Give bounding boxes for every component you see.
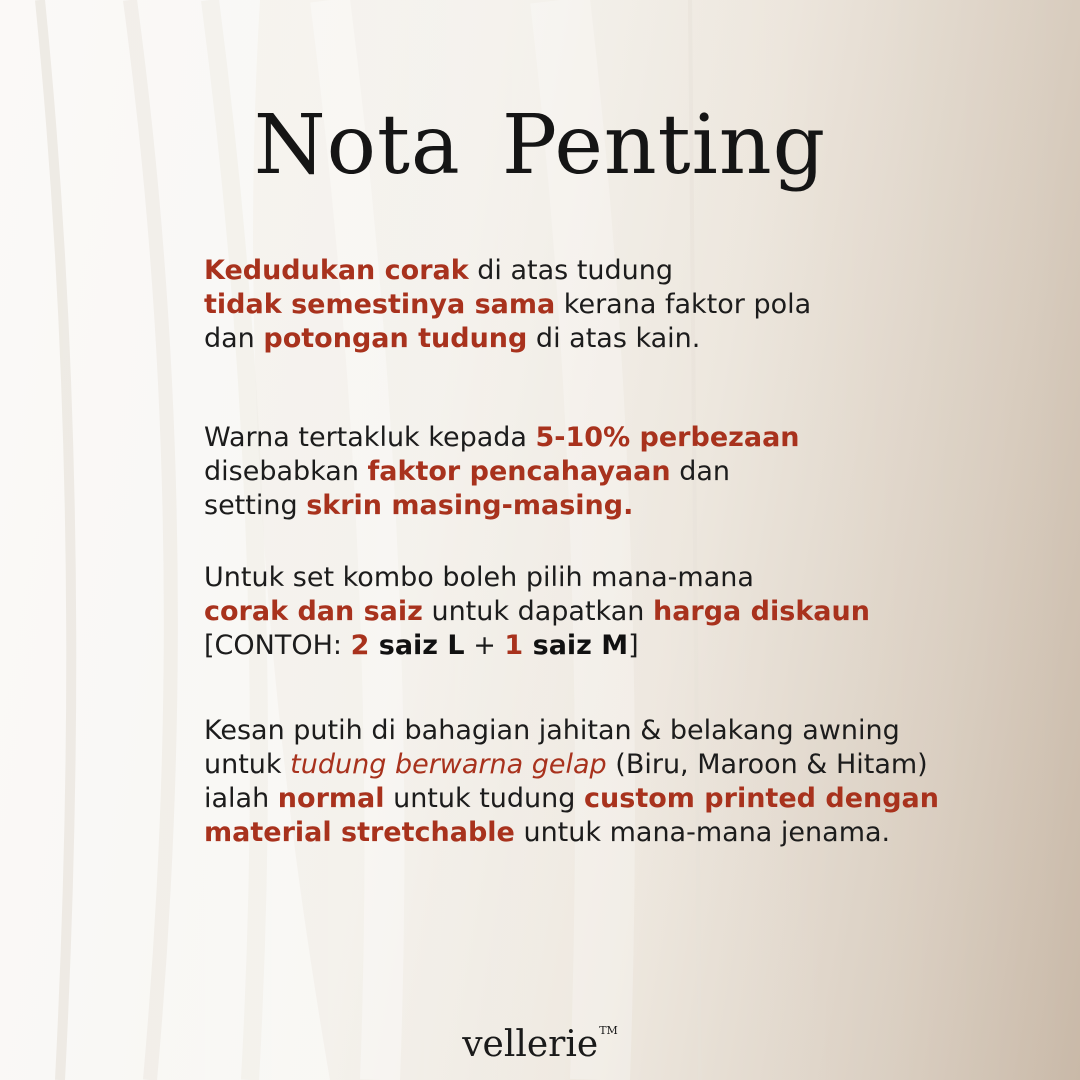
highlight-text: custom printed dengan bbox=[584, 783, 939, 814]
quantity-number: 2 bbox=[350, 630, 370, 661]
highlight-text: harga diskaun bbox=[652, 596, 870, 627]
highlight-text: material stretchable bbox=[204, 817, 515, 848]
highlight-text: tidak semestinya sama bbox=[204, 289, 556, 320]
body-text: dan bbox=[204, 323, 264, 354]
note-line bbox=[204, 455, 800, 489]
body-text: Untuk set kombo boleh pilih mana-mana bbox=[204, 562, 754, 593]
brand-logo bbox=[0, 1024, 1080, 1065]
body-text: [CONTOH: bbox=[204, 630, 351, 661]
note-line bbox=[204, 629, 870, 663]
note-combo-set bbox=[204, 561, 870, 663]
highlight-text: potongan tudung bbox=[263, 323, 528, 354]
highlight-text: corak dan saiz bbox=[204, 596, 423, 627]
note-line bbox=[204, 322, 811, 356]
note-line bbox=[204, 714, 939, 748]
note-line bbox=[204, 748, 939, 782]
note-line bbox=[204, 254, 811, 288]
highlight-text: faktor pencahayaan bbox=[367, 456, 671, 487]
body-text: disebabkan bbox=[204, 456, 368, 487]
note-line bbox=[204, 595, 870, 629]
body-text: di atas kain. bbox=[527, 323, 701, 354]
note-pattern-position bbox=[204, 254, 811, 356]
body-text: untuk dapatkan bbox=[422, 596, 653, 627]
body-text: dan bbox=[670, 456, 730, 487]
note-line bbox=[204, 561, 870, 595]
note-line bbox=[204, 489, 800, 523]
brand-name: vellerie bbox=[462, 1024, 599, 1065]
note-line bbox=[204, 421, 800, 455]
body-text: untuk tudung bbox=[384, 783, 585, 814]
body-text: kerana faktor pola bbox=[555, 289, 812, 320]
highlight-text: normal bbox=[277, 783, 385, 814]
body-text: (Biru, Maroon & Hitam) bbox=[606, 749, 928, 780]
page-title: Nota Penting bbox=[253, 98, 827, 193]
body-text: ] bbox=[628, 630, 639, 661]
size-text: saiz L bbox=[369, 630, 465, 661]
quantity-number: 1 bbox=[504, 630, 524, 661]
note-color-variance bbox=[204, 421, 800, 523]
highlight-text: Kedudukan corak bbox=[204, 255, 469, 286]
note-white-marks bbox=[204, 714, 939, 850]
body-text: Warna tertakluk kepada bbox=[204, 422, 536, 453]
highlight-text: 5-10% perbezaan bbox=[535, 422, 800, 453]
italic-highlight-text: tudung berwarna gelap bbox=[290, 749, 607, 780]
body-text: untuk mana-mana jenama. bbox=[514, 817, 891, 848]
note-line bbox=[204, 782, 939, 816]
size-text: saiz M bbox=[523, 630, 629, 661]
body-text: ialah bbox=[204, 783, 278, 814]
body-text: Kesan putih di bahagian jahitan & belakang awning bbox=[204, 715, 900, 746]
body-text: untuk bbox=[204, 749, 291, 780]
body-text: setting bbox=[204, 490, 307, 521]
note-line bbox=[204, 816, 939, 850]
note-line bbox=[204, 288, 811, 322]
trademark-mark: TM bbox=[599, 1024, 618, 1037]
body-text: di atas tudung bbox=[468, 255, 674, 286]
highlight-text: skrin masing-masing. bbox=[306, 490, 634, 521]
body-text: + bbox=[464, 630, 505, 661]
